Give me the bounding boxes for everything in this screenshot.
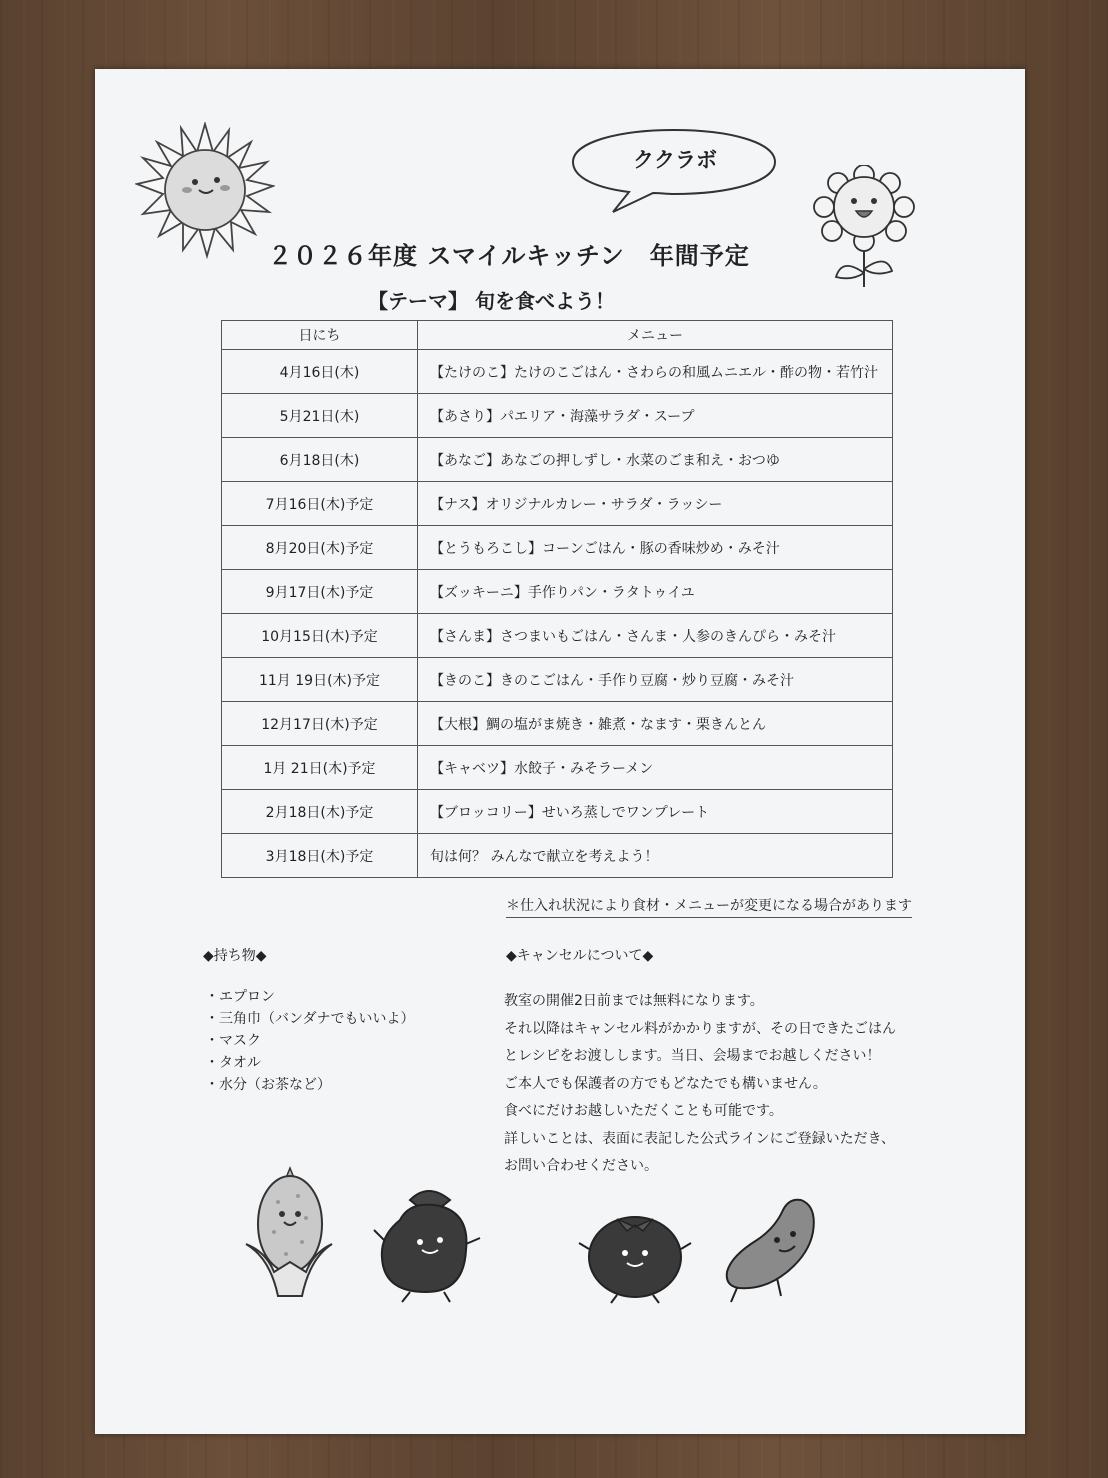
date-cell: 10月15日(木)予定 xyxy=(222,614,418,658)
table-row xyxy=(222,526,893,570)
date-cell: 5月21日(木) xyxy=(222,394,418,438)
table-row xyxy=(222,394,893,438)
date-cell: 9月17日(木)予定 xyxy=(222,570,418,614)
tomato-icon xyxy=(577,1205,692,1305)
table-row xyxy=(222,702,893,746)
date-cell: 12月17日(木)予定 xyxy=(222,702,418,746)
table-row xyxy=(222,482,893,526)
menu-cell: 【大根】鯛の塩がま焼き・雑煮・なます・栗きんとん xyxy=(418,702,893,746)
table-row xyxy=(222,614,893,658)
menu-cell: 【とうもろこし】コーンごはん・豚の香味炒め・みそ汁 xyxy=(418,526,893,570)
table-row xyxy=(222,834,893,878)
cancel-policy xyxy=(504,988,896,1181)
menu-cell: 【ブロッコリー】せいろ蒸しでワンプレート xyxy=(418,790,893,834)
cancel-line: それ以降はキャンセル料がかかりますが、その日できたごはん xyxy=(504,1020,896,1037)
cancel-line: 食べにだけお越しいただくことも可能です。 xyxy=(504,1103,783,1119)
theme-heading: 【テーマ】 旬を食べよう！ xyxy=(368,289,615,313)
date-cell: 6月18日(木) xyxy=(222,438,418,482)
menu-cell: 【きのこ】きのこごはん・手作り豆腐・炒り豆腐・みそ汁 xyxy=(418,658,893,702)
menu-cell: 【たけのこ】たけのこごはん・さわらの和風ムニエル・酢の物・若竹汁 xyxy=(418,350,893,394)
page-title: ２０２６年度 スマイルキッチン 年間予定 xyxy=(268,242,750,270)
header-menu: メニュー xyxy=(418,321,893,350)
menu-cell: 【ナス】オリジナルカレー・サラダ・ラッシー xyxy=(418,482,893,526)
sunflower-icon xyxy=(812,165,917,290)
corn-icon xyxy=(240,1162,335,1302)
bubble-label: ククラボ xyxy=(633,148,717,172)
sun-icon xyxy=(135,122,275,262)
change-note: ＊仕入れ状況により食材・メニューが変更になる場合があります xyxy=(506,895,912,918)
date-cell: 1月 21日(木)予定 xyxy=(222,746,418,790)
table-row xyxy=(222,350,893,394)
belongings-list xyxy=(205,986,414,1096)
table-header-row xyxy=(222,321,893,350)
list-item: ・三角巾（バンダナでもいいよ） xyxy=(205,1011,415,1027)
belongings-title: ◆持ち物◆ xyxy=(203,948,267,964)
list-item: ・タオル xyxy=(205,1055,261,1071)
date-cell: 11月 19日(木)予定 xyxy=(222,658,418,702)
cancel-line: 教室の開催2日前までは無料になります。 xyxy=(504,993,764,1009)
cancel-title: ◆キャンセルについて◆ xyxy=(506,948,654,964)
cancel-line: ご本人でも保護者の方でもどなたでも構いません。 xyxy=(504,1075,827,1092)
menu-cell: 【ズッキーニ】手作りパン・ラタトゥイユ xyxy=(418,570,893,614)
list-item: ・エプロン xyxy=(205,989,275,1005)
date-cell: 4月16日(木) xyxy=(222,350,418,394)
list-item: ・水分（お茶など） xyxy=(205,1077,331,1093)
menu-cell: 【あなご】あなごの押しずし・水菜のごま和え・おつゆ xyxy=(418,438,893,482)
date-cell: 3月18日(木)予定 xyxy=(222,834,418,878)
table-row xyxy=(222,746,893,790)
menu-cell: 【さんま】さつまいもごはん・さんま・人参のきんぴら・みそ汁 xyxy=(418,614,893,658)
table-row xyxy=(222,658,893,702)
date-cell: 8月20日(木)予定 xyxy=(222,526,418,570)
date-cell: 7月16日(木)予定 xyxy=(222,482,418,526)
menu-cell: 【あさり】パエリア・海藻サラダ・スープ xyxy=(418,394,893,438)
header-date: 日にち xyxy=(222,321,418,350)
cancel-line: お問い合わせください。 xyxy=(504,1158,658,1174)
menu-cell: 旬は何？ みんなで献立を考えよう！ xyxy=(418,834,893,878)
table-row xyxy=(222,790,893,834)
schedule-table xyxy=(221,320,893,878)
date-cell: 2月18日(木)予定 xyxy=(222,790,418,834)
eggplant-icon xyxy=(370,1180,485,1305)
cancel-line: 詳しいことは、表面に表記した公式ラインにご登録いただき、 xyxy=(504,1130,896,1147)
table-row xyxy=(222,438,893,482)
list-item: ・マスク xyxy=(205,1033,261,1049)
table-row xyxy=(222,570,893,614)
edamame-icon xyxy=(717,1192,822,1307)
cancel-line: とレシピをお渡しします。当日、会場までお越しください！ xyxy=(504,1048,881,1064)
menu-cell: 【キャベツ】水餃子・みそラーメン xyxy=(418,746,893,790)
